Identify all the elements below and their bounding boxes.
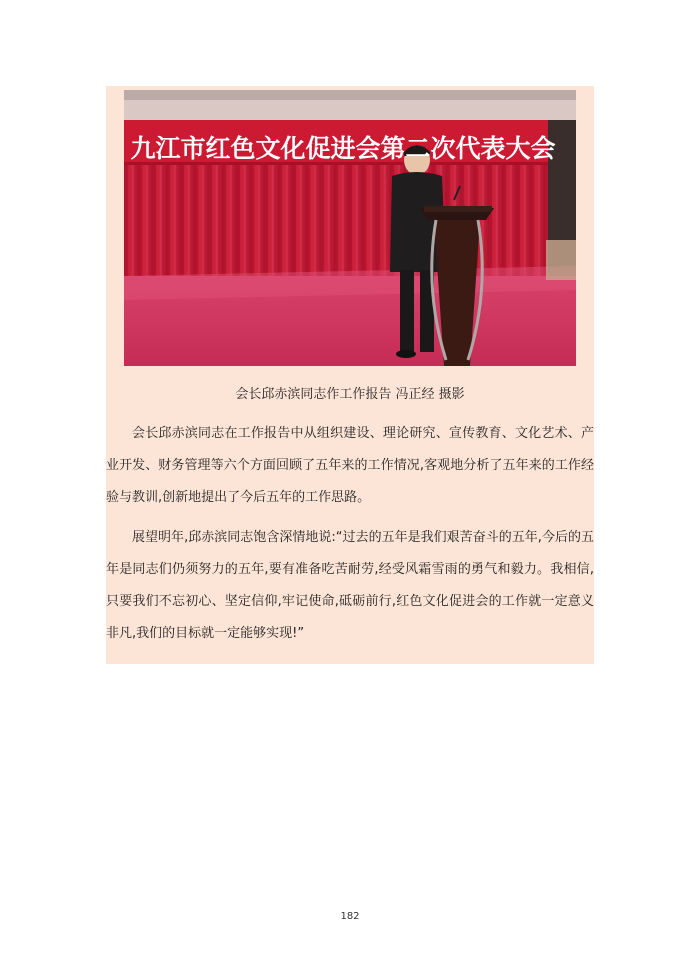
- banner-title: 九江市红色文化促进会第二次代表大会: [130, 134, 556, 163]
- paragraph-outlook-quote: 展望明年,邱赤滨同志饱含深情地说:“过去的五年是我们艰苦奋斗的五年,今后的五年是同志们仍须努力的五年,要有准备吃苦耐劳,经受风霜雪雨的勇气和毅力。我相信,只要我们不忘初心、坚定信仰,牢记使命,砥砺前行,红色文化促进会的工作就一定意义非凡,我们的目标就一定能够实现!”: [106, 530, 594, 641]
- paragraph-report-summary: 会长邱赤滨同志在工作报告中从组织建设、理论研究、宣传教育、文化艺术、产业开发、财务管理等六个方面回顾了五年来的工作情况,客观地分析了五年来的工作经验与教训,创新地提出了今后五年的工作思路。: [106, 426, 594, 505]
- photo-caption: 会长邱赤滨同志作工作报告 冯正经 摄影: [235, 387, 465, 402]
- event-photo: [124, 90, 576, 366]
- page-number: 182: [340, 911, 360, 922]
